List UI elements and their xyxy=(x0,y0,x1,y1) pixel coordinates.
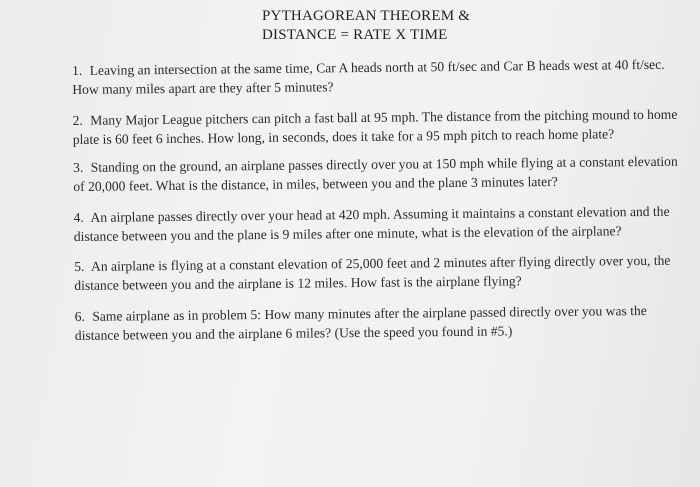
problem-4 xyxy=(74,203,686,246)
problem-text: An airplane is flying at a constant elevation of 25,000 feet and 2 minutes after flying directly over you, the distance between you and the airplane is 12 miles. How fast is the airplane flying? xyxy=(74,252,671,293)
title-line-1: PYTHAGOREAN THEOREM & xyxy=(262,8,471,24)
problem-number: 2. xyxy=(72,112,83,128)
problem-number: 1. xyxy=(72,62,83,78)
problem-list xyxy=(72,56,687,358)
problem-text: An airplane passes directly over your head at 420 mph. Assuming it maintains a constant elevation and the distance between you and the plane is 9 miles after one minute, what is the elevation of the airplane? xyxy=(73,203,670,244)
problem-number: 5. xyxy=(74,258,85,274)
problem-text: Standing on the ground, an airplane passes directly over you at 150 mph while flying at a constant elevation of 20,000 feet. What is the distance, in miles, between you and the plane 3 minutes later? xyxy=(73,153,678,194)
problem-1 xyxy=(72,56,684,99)
problem-5 xyxy=(74,252,686,295)
problem-number: 4. xyxy=(73,209,84,225)
problem-2 xyxy=(73,106,685,149)
worksheet-title xyxy=(262,7,470,45)
problem-text: Many Major League pitchers can pitch a fast ball at 95 mph. The distance from the pitching mound to home plate is 60 feet 6 inches. How long, in seconds, does it take for a 95 mph pitch to reach home plate? xyxy=(72,106,678,147)
problem-text: Same airplane as in problem 5: How many minutes after the airplane passed directly over you was the distance between you and the airplane 6 miles? (Use the speed you found in #5.) xyxy=(74,302,647,343)
problem-3 xyxy=(73,153,685,196)
title-line-2: DISTANCE = RATE X TIME xyxy=(262,27,448,43)
problem-text: Leaving an intersection at the same time, Car A heads north at 50 ft/sec and Car B heads west at 40 ft/sec. How many miles apart are they after 5 minutes? xyxy=(72,56,665,97)
problem-6 xyxy=(75,302,687,345)
problem-number: 3. xyxy=(73,159,84,175)
problem-number: 6. xyxy=(74,308,85,324)
